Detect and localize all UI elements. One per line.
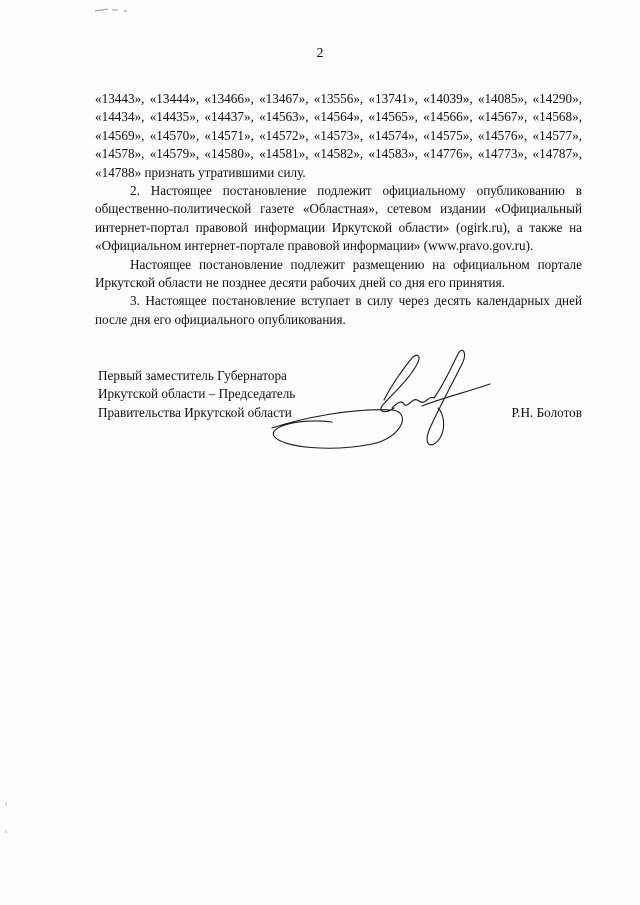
handwritten-signature-icon — [262, 348, 502, 458]
page-number: 2 — [316, 46, 324, 61]
signatory-position-line: Иркутской области – Председатель — [98, 386, 296, 402]
scan-artifact-icon — [94, 6, 134, 14]
signatory-position-line: Правительства Иркутской области — [98, 404, 292, 420]
document-body — [95, 90, 582, 329]
signatory-position-line: Первый заместитель Губернатора — [98, 368, 287, 383]
scan-artifact-icon — [4, 800, 8, 860]
paragraph-portal-placement: Настоящее постановление подлежит размещению на официальном портале Иркутской области не позднее десяти рабочих дней со дня его принятия. — [95, 256, 582, 291]
paragraph-entry-into-force: 3. Настоящее постановление вступает в силу через десять календарных дней после дня его официального опубликования. — [95, 293, 582, 327]
paragraph-repealed-list: «13443», «13444», «13466», «13467», «13556», «13741», «14039», «14085», «14290», «14434», «14435», «14437», «14563», «14564», «14565», «14566», «14567», «14568», «14569», «14570», «14571», «14572», «14573», «14574», «14575», «14576», «14577», «14578», «14579», «14580», «14581», «14582», «14583», «14776», «14773», «14787», «14788» признать утратившими силу. — [95, 91, 582, 180]
signatory-name: Р.Н. Болотов — [511, 404, 582, 420]
paragraph-publication: 2. Настоящее постановление подлежит официальному опубликованию в общественно-политической газете «Областная», сетевом издании «Официальный интернет-портал правовой информации Иркутской области» (ogirk.ru), а также на «Официальном интернет-портале правовой информации» (www.pravo.gov.ru). — [95, 183, 582, 254]
